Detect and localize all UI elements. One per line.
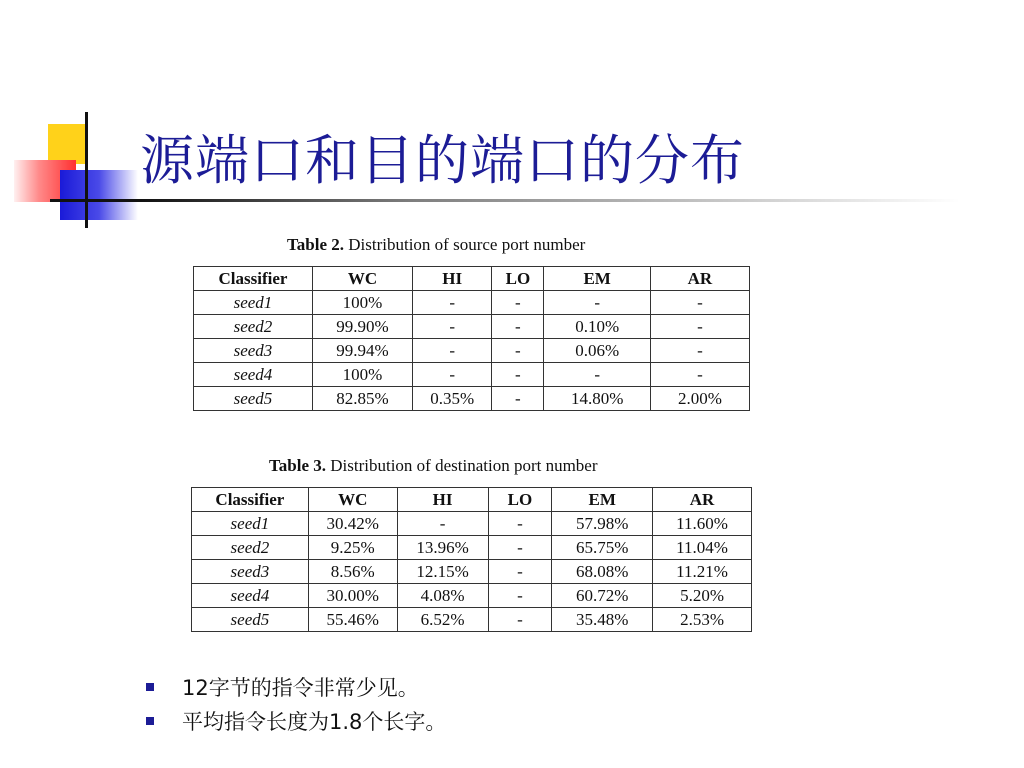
classifier-cell: seed2 — [194, 315, 313, 339]
value-cell: 11.21% — [653, 560, 752, 584]
classifier-cell: seed5 — [194, 387, 313, 411]
destination-port-table — [191, 487, 752, 632]
column-header: HI — [397, 488, 488, 512]
classifier-cell: seed5 — [192, 608, 309, 632]
table3-caption — [269, 456, 598, 476]
table2-caption-text: Distribution of source port number — [344, 235, 586, 254]
value-cell: - — [650, 363, 749, 387]
value-cell: - — [488, 584, 552, 608]
value-cell: 9.25% — [308, 536, 397, 560]
table-row — [192, 536, 752, 560]
value-cell: - — [544, 363, 650, 387]
bullet-item — [146, 670, 446, 704]
decor-yellow-square — [48, 124, 86, 164]
value-cell: - — [492, 363, 544, 387]
value-cell: - — [488, 536, 552, 560]
title-underline — [50, 199, 960, 202]
value-cell: 55.46% — [308, 608, 397, 632]
table-row — [194, 339, 750, 363]
table-row — [192, 608, 752, 632]
table-row — [192, 560, 752, 584]
value-cell: - — [492, 291, 544, 315]
value-cell: 30.00% — [308, 584, 397, 608]
value-cell: 99.94% — [312, 339, 412, 363]
column-header: HI — [413, 267, 492, 291]
value-cell: - — [397, 512, 488, 536]
value-cell: 57.98% — [552, 512, 653, 536]
source-port-table — [193, 266, 750, 411]
value-cell: 60.72% — [552, 584, 653, 608]
table2-caption-label: Table 2. — [287, 235, 345, 254]
value-cell: - — [413, 291, 492, 315]
value-cell: 82.85% — [312, 387, 412, 411]
value-cell: 14.80% — [544, 387, 650, 411]
bullet-list — [146, 670, 446, 738]
value-cell: 5.20% — [653, 584, 752, 608]
table-row — [194, 387, 750, 411]
decor-blue-square — [60, 170, 138, 220]
bullet-square-icon — [146, 683, 154, 691]
value-cell: 11.04% — [653, 536, 752, 560]
value-cell: - — [488, 560, 552, 584]
value-cell: - — [492, 339, 544, 363]
classifier-cell: seed4 — [192, 584, 309, 608]
value-cell: 35.48% — [552, 608, 653, 632]
value-cell: - — [544, 291, 650, 315]
value-cell: 100% — [312, 291, 412, 315]
value-cell: 30.42% — [308, 512, 397, 536]
value-cell: 2.00% — [650, 387, 749, 411]
table-header-row — [194, 267, 750, 291]
slide-title: 源端口和目的端口的分布 — [140, 129, 745, 192]
column-header: AR — [653, 488, 752, 512]
value-cell: 0.06% — [544, 339, 650, 363]
column-header: LO — [492, 267, 544, 291]
bullet-square-icon — [146, 717, 154, 725]
table-header-row — [192, 488, 752, 512]
column-header: EM — [552, 488, 653, 512]
classifier-cell: seed3 — [192, 560, 309, 584]
classifier-cell: seed4 — [194, 363, 313, 387]
table-row — [194, 315, 750, 339]
value-cell: - — [650, 339, 749, 363]
column-header: LO — [488, 488, 552, 512]
table-row — [192, 584, 752, 608]
column-header: WC — [312, 267, 412, 291]
table2-caption — [287, 235, 585, 255]
value-cell: 13.96% — [397, 536, 488, 560]
column-header: Classifier — [194, 267, 313, 291]
value-cell: 65.75% — [552, 536, 653, 560]
value-cell: 99.90% — [312, 315, 412, 339]
value-cell: 2.53% — [653, 608, 752, 632]
value-cell: - — [488, 512, 552, 536]
value-cell: - — [492, 387, 544, 411]
classifier-cell: seed1 — [194, 291, 313, 315]
classifier-cell: seed1 — [192, 512, 309, 536]
value-cell: - — [413, 339, 492, 363]
value-cell: - — [413, 363, 492, 387]
value-cell: 0.10% — [544, 315, 650, 339]
column-header: AR — [650, 267, 749, 291]
value-cell: 68.08% — [552, 560, 653, 584]
table3-caption-text: Distribution of destination port number — [326, 456, 598, 475]
decor-vertical-line — [85, 112, 88, 228]
value-cell: - — [488, 608, 552, 632]
column-header: WC — [308, 488, 397, 512]
classifier-cell: seed3 — [194, 339, 313, 363]
bullet-item — [146, 704, 446, 738]
value-cell: 0.35% — [413, 387, 492, 411]
classifier-cell: seed2 — [192, 536, 309, 560]
table-row — [194, 291, 750, 315]
value-cell: 8.56% — [308, 560, 397, 584]
value-cell: 11.60% — [653, 512, 752, 536]
value-cell: 12.15% — [397, 560, 488, 584]
bullet-text: 平均指令长度为1.8个长字。 — [182, 710, 447, 734]
value-cell: 100% — [312, 363, 412, 387]
column-header: Classifier — [192, 488, 309, 512]
value-cell: - — [413, 315, 492, 339]
value-cell: 4.08% — [397, 584, 488, 608]
bullet-text: 12字节的指令非常少见。 — [182, 676, 419, 700]
table-row — [192, 512, 752, 536]
value-cell: - — [650, 315, 749, 339]
value-cell: 6.52% — [397, 608, 488, 632]
table3-caption-label: Table 3. — [269, 456, 327, 475]
table-row — [194, 363, 750, 387]
value-cell: - — [650, 291, 749, 315]
column-header: EM — [544, 267, 650, 291]
value-cell: - — [492, 315, 544, 339]
